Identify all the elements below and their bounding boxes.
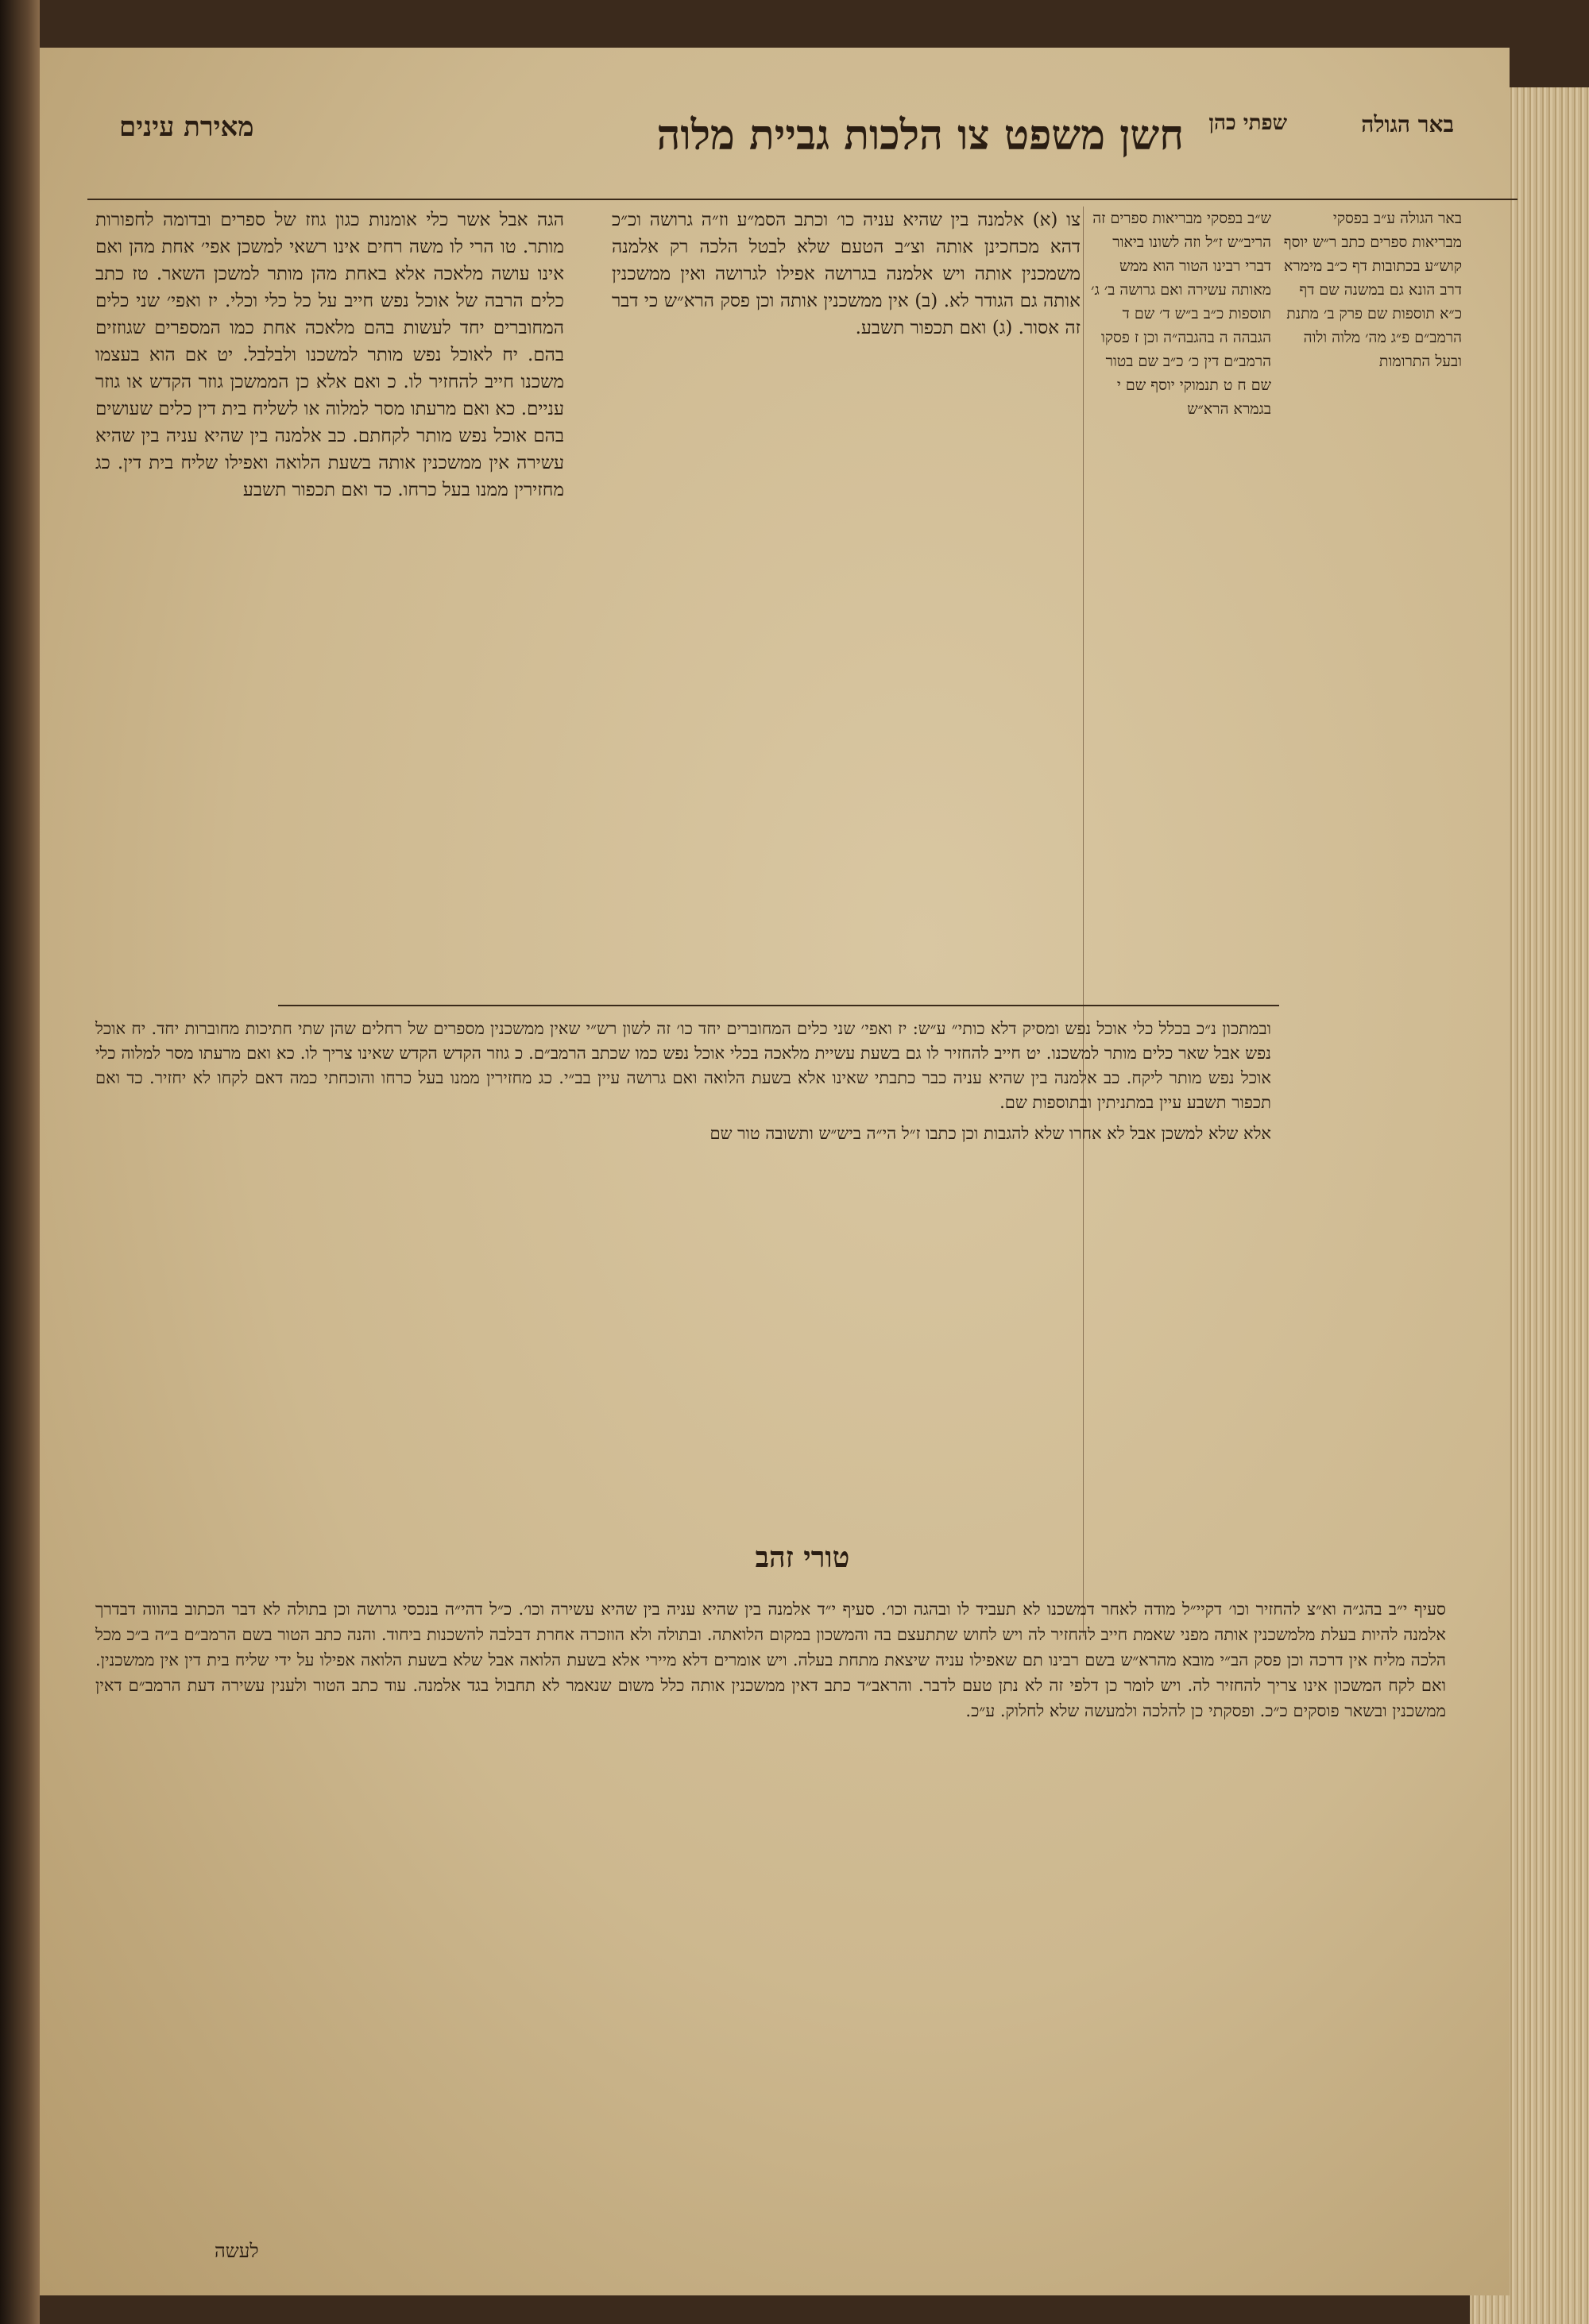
commentary-text: ובמתכון נ״כ בכלל כלי אוכל נפש ומסיק דלא כותי״ ע״ש: יז ואפי׳ שני כלים המחוברים יחד כו׳ זה לשון רש״י שאין ממשכנין מספרים של רחלים שהן שתי חתיכות מחוברות יחד. יח אוכל נפש אבל שאר כלים מותר למשכנו. יט חייב להחזיר לו גם בשעת עשיית מלאכה בכלי אוכל נפש כמו שכתב הרמב״ם. כ גוזר הקדש הקדש שאינו צריך לו. כא ואם מרעתו מסר למלוה כלי אוכל נפש מותר ליקח. כב אלמנה בין שהיא עניה כבר כתבתי שאינו אלא בשעת הלואה ואם גרושה עיין בב״י. כג מחזירין ממנו בעל כרחו והוכחתי כמה דאם לקחו לא יחזיר. כד ואם תכפור תשבע עיין במתניתין ובתוספות שם. (95, 1019, 1271, 1112)
main-text-column-b: הגה אבל אשר כלי אומנות כגון גוזז של ספרים ובדומה לחפורות מותר. טו הרי לו משה רחים אינו רשאי למשכן אפי׳ אחת מהן ואם אינו עושה מלאכה אלא באחת מהן מותר למשכן השאר. טז כתב כלים הרבה של אוכל נפש חייב על כל כלי וכלי. יז ואפי׳ שני כלים המחוברים יחד לעשות בהם מלאכה אחת כמו המספרים שגוזזים בהם. יח לאוכל נפש מותר למשכנו ולבלבל. יט אם הוא בעצמו משכנו חייב להחזיר לו. כ ואם אלא כן הממשכן גוזר הקדש או גוזר עניים. כא ואם מרעתו מסר למלוה או לשליח בית דין כלים שעושים בהם אוכל נפש מותר לקחתם. כב אלמנה בין שהיא עניה בין שהיא עשירה אין ממשכנין אותה בשעת הלואה ואפילו שליח בית דין. כג מחזירין ממנו בעל כרחו. כד ואם תכפור תשבע (95, 210, 564, 500)
main-text-column-a: צו (א) אלמנה בין שהיא עניה כו׳ וכתב הסמ״ע וז״ה גרושה וכ״כ דהא מכחכינן אותה וצ״ב הטעם שלא לבטל הלכה רק אלמנה משמכנין אותה ויש אלמנה בגרושה אפילו לגרושה ואין ממשכנין אותה גם הגודר לא. (ב) אין ממשכנין אותה וכן פסק הרא״ש כי דבר זה אסור. (ג) ואם תכפור תשבע. (612, 210, 1081, 338)
page-header (87, 103, 1517, 199)
main-lower-rule (278, 1005, 1279, 1006)
main-text-block (95, 207, 1081, 1001)
turei-zahav-heading: טורי זהב (755, 1541, 850, 1574)
commentary-footer: אלא שלא למשכן אבל לא אחרו שלא להגבות וכן כתבו ז״ל הי״ה ביש״ש ותשובה טור שם (709, 1124, 1271, 1143)
turei-zahav-text: סעיף י״ב בהג״ה וא״צ להחזיר וכו׳ דקיי״ל מודה לאחר דמשכנו לא תעביד לו ובהגה וכו׳. סעיף י״ד אלמנה בין שהיא עניה בין שהיא עשירה וכו׳. כ״ל דהי״ה בנכסי גרושה וכן בתולה לא דבר הכתוב בהווה דבדרך אלמנה להיות בעלת מלמשכנין אותה מפני שאמת חייב להחזיר לה ויש לחוש שתתעצם בה והמשכון במקום הלואתה. ובתולה ולא הוזכרה אחרת דבלבה להשכנות ביחוד. והנה כתב הטור בשם הרמב״ם ב״ה ב״כ מכל הלכה מליח אין דרכה וכן פסק הב״י מובא מהרא״ש בשם רבינו תם שאפילו עניה שיצאת מתחת בעלה. ויש אומרים דלא מיירי אלא בשעת הלואה אבל שלא בשעת הלואה אפילו על ידי שליח בית דין אין ממשכנין. ואם לקח המשכון אינו צריך להחזיר לה. ויש לומר כן דלפי זה לא נתן טעם לדבר. והראב״ד כתב דאין ממשכנין אותה כלל משום שנאמר לא תחבול בגד אלמנה. עוד כתב הטור ולענין עשירה דעת הרמב״ם דאין ממשכנין ובשאר פוסקים כ״כ. ופסקתי כן להלכה ולמעשה שלא לחלוק. ע״כ. (95, 1600, 1446, 1720)
book-page (40, 48, 1510, 2295)
page-title: חשן משפט צו הלכות גביית מלוה (656, 111, 1184, 160)
closing-catchword: לעשה (215, 2240, 259, 2262)
commentary-block (95, 1017, 1271, 1509)
header-rule (87, 199, 1517, 200)
header-right-label-2: שפתי כהן (1208, 111, 1287, 135)
side-note-outer: באר הגולה ע״ב בפסקי מבריאות ספרים כתב ר״ש יוסף קוש״ע בכתובות דף כ״ב מימרא דרב הונא גם במשנה שם דף כ״א תוספות שם פרק ב׳ מתנת הרמב״ם פ״ג מה׳ מלוה ולוה ובעל התרומות (1283, 210, 1462, 370)
header-left-label: מאירת עינים (119, 111, 254, 143)
book-spine-shadow (0, 0, 40, 2324)
header-right-label-1: באר הגולה (1361, 111, 1454, 137)
side-note-inner: ש״ב בפסקי מבריאות ספרים זה הריב״ש ז״ל וזה לשונו ביאור דברי רבינו הטור הוא ממש מאותה עשירה ואם גרושה ב׳ ג׳ תוספות כ״ב ב״ש ד׳ שם ד הגבהה ה בהגבה״ה וכן ז פסקו הרמב״ם דין כ׳ כ״ב שם בטור שם ח ט תנמוקי יוסף שם י בגמרא הרא״ש (1083, 207, 1271, 1636)
